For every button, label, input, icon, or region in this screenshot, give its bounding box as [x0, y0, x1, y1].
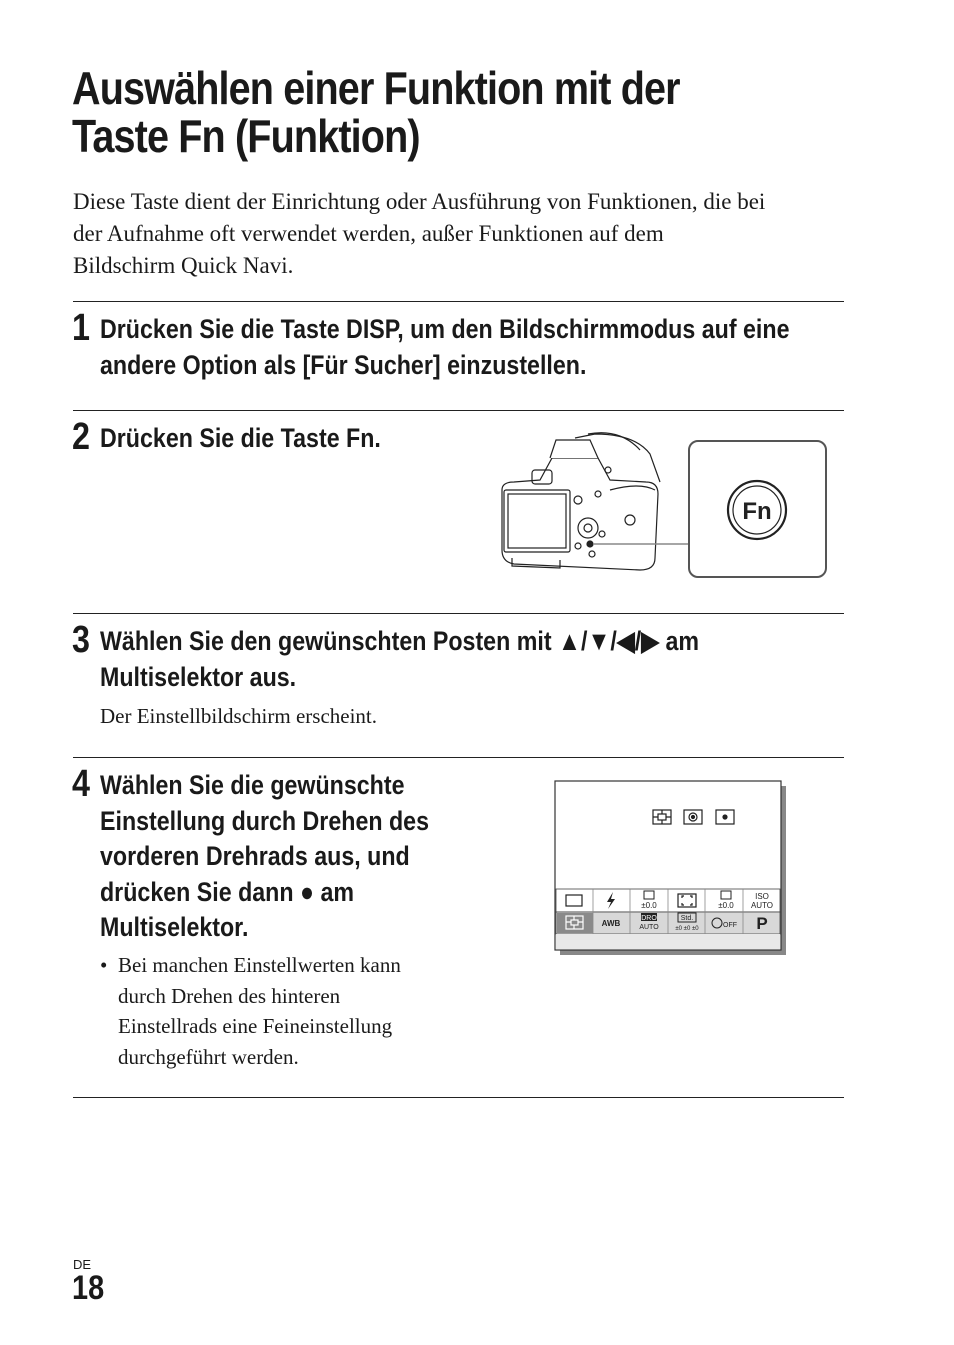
dro-label: DRO	[641, 915, 657, 922]
divider	[73, 301, 844, 302]
bullet-line-1: Bei manchen Einstellwerten kann	[118, 953, 401, 977]
intro-line-2: der Aufnahme oft verwendet werden, außer Funktionen auf dem	[73, 221, 664, 246]
intro-line-1: Diese Taste dient der Einrichtung oder Ausführung von Funktionen, die bei	[73, 189, 766, 214]
step-3-line-1: Wählen Sie den gewünschten Posten mit ▲/▼/◀/▶ am	[100, 626, 700, 656]
step-1-text	[100, 312, 789, 383]
camera-screen-illustration	[553, 779, 788, 957]
step-4-bullet	[100, 950, 460, 1072]
step-number: 3	[72, 619, 90, 661]
step-4-text	[100, 768, 429, 946]
divider	[73, 410, 844, 411]
fn-button-label: Fn	[742, 498, 772, 525]
divider	[73, 613, 844, 614]
shooting-mode-value: P	[756, 914, 768, 933]
step-3-line-2: Multiselektor aus.	[100, 661, 297, 692]
creative-style-label: Std.	[680, 915, 694, 922]
iso-value: AUTO	[750, 901, 774, 910]
bullet-text	[100, 950, 460, 1072]
step-4-line-1: Wählen Sie die gewünschte	[100, 770, 405, 800]
iso-label: ISO	[755, 892, 769, 901]
step-4-line-2: Einstellung durch Drehen des	[100, 805, 430, 836]
bullet-line-3: Einstellrads eine Feineinstellung	[118, 1014, 393, 1038]
dro-value: AUTO	[639, 924, 659, 931]
creative-style-values: ±0 ±0 ±0	[675, 926, 699, 932]
title-line-2: Taste Fn (Funktion)	[72, 110, 420, 162]
step-4-line-5: Multiselektor.	[100, 912, 249, 942]
camera-illustration	[490, 430, 835, 585]
intro-line-3: Bildschirm Quick Navi.	[73, 253, 294, 278]
page-number: 18	[72, 1269, 105, 1307]
exposure-comp-value: ±0.0	[718, 901, 734, 910]
picture-effect-value: OFF	[723, 922, 737, 929]
step-1-line-2: andere Option als [Für Sucher] einzustellen.	[100, 349, 587, 380]
intro-paragraph	[73, 186, 863, 282]
step-number: 4	[72, 763, 90, 805]
bullet-mark: •	[100, 953, 108, 977]
divider	[73, 1097, 844, 1098]
page-title	[72, 64, 777, 160]
step-4-line-4: drücken Sie dann ● am	[100, 876, 355, 907]
bullet-line-4: durchgeführt werden.	[118, 1044, 299, 1069]
white-balance-value: AWB	[601, 919, 621, 928]
flash-comp-value: ±0.0	[641, 901, 657, 910]
title-line-1: Auswählen einer Funktion mit der	[72, 62, 680, 114]
step-4-line-3: vorderen Drehrads aus, und	[100, 841, 410, 871]
step-number: 1	[72, 307, 90, 349]
step-number: 2	[72, 416, 90, 458]
step-1-line-1: Drücken Sie die Taste DISP, um den Bildschirmmodus auf eine	[100, 314, 790, 344]
divider	[73, 757, 844, 758]
step-3-text	[100, 624, 699, 695]
bullet-line-2: durch Drehen des hinteren	[118, 983, 341, 1008]
step-2-text	[100, 421, 381, 457]
step-2-line-1: Drücken Sie die Taste Fn.	[100, 423, 381, 453]
language-code: DE	[73, 1257, 92, 1272]
step-3-note: Der Einstellbildschirm erscheint.	[100, 704, 378, 728]
